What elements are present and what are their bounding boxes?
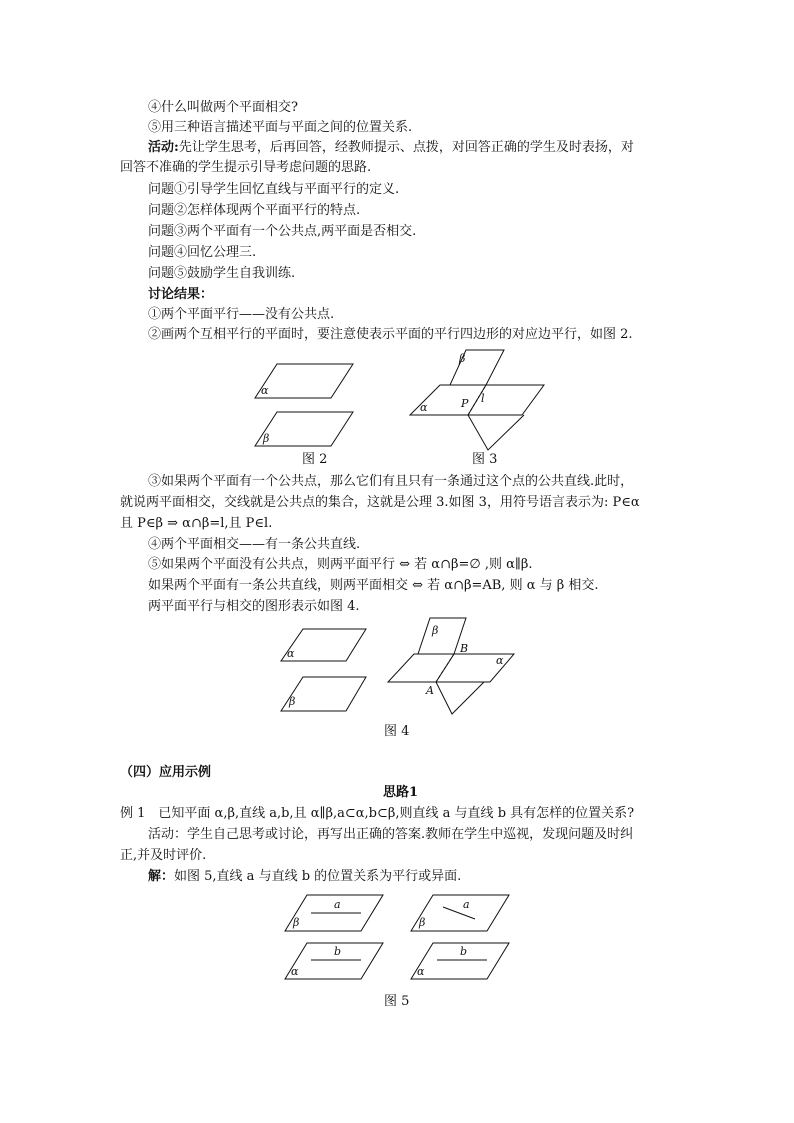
plane-beta-lower [436,682,484,714]
line-l-label: l [481,392,485,405]
plane-beta [255,412,353,446]
alpha-label: α [261,384,269,397]
text-line: ⑤如果两个平面没有公共点，则两平面平行 ⇔ 若 α∩β=∅ ,则 α∥β. [148,557,533,572]
plane-beta-upper [418,618,469,655]
beta-label: β [293,916,300,929]
figure-3-caption: 图 3 [472,452,498,467]
figure-5-parallel [285,893,385,983]
alpha-label: α [496,654,504,667]
example-text: 例 1 已知平面 α,β,直线 a,b,且 α∥β,a⊂α,b⊂β,则直线 a 与直线 b 具有怎样的位置关系? [120,806,635,821]
text-line: 问题④回忆公理三. [148,245,257,260]
plane-alpha [255,364,353,398]
text-line: 问题①引导学生回忆直线与平面平行的定义. [148,182,400,197]
activity-text: 先让学生思考，后再回答，经教师提示、点拨，对回答正确的学生及时表扬，对 [178,140,634,155]
beta-label: β [419,916,426,929]
text-line: 就说两平面相交，交线就是公共点的集合，这就是公理 3.如图 3，用符号语言表示为: P∈α [120,495,640,510]
a-label: a [334,898,341,911]
alpha-label: α [420,401,428,414]
beta-label: β [289,695,296,708]
text-line [148,868,461,886]
figure-5-caption: 图 5 [384,994,410,1009]
figure-4-caption: 图 4 [384,724,410,739]
beta-label: β [432,624,439,637]
text-line: 活动：学生自己思考或讨论，再写出正确的答案.教师在学生中巡视，发现问题及时纠 [148,827,634,842]
text-line: 问题⑤鼓励学生自我训练. [148,266,296,281]
beta-label: β [459,352,466,365]
b-label: b [334,945,342,958]
text-line: ②画两个互相平行的平面时，要注意使表示平面的平行四边形的对应边平行，如图 2. [148,327,633,342]
line-a [443,907,475,919]
beta-label: β [263,432,270,445]
text-line: ①两个平面平行——没有公共点. [148,307,335,322]
text-line: ④两个平面相交——有一条公共直线. [148,537,361,552]
figure-4-intersect [388,618,518,718]
alpha-label: α [287,647,295,660]
idea-heading: 思路1 [383,785,419,800]
point-b-label: B [460,642,469,655]
text-line: 且 P∈β ⇒ α∩β=l,且 P∈l. [120,516,273,531]
text-line: ③如果两个平面有一个公共点，那么它们有且只有一条通过这个点的公共直线.此时， [148,474,634,489]
alpha-label: α [291,965,299,978]
a-label: a [463,898,470,911]
discussion-heading: 讨论结果： [148,287,214,302]
section-heading: （四）应用示例 [120,765,212,780]
solution-label: 解： [148,869,175,884]
figure-3 [410,350,545,452]
point-p-label: P [461,397,469,410]
text-line [148,139,634,157]
point-a-label: A [426,684,434,697]
figure-5-skew [411,893,511,983]
text-line: 问题③两个平面有一个公共点,两平面是否相交. [148,224,417,239]
plane-beta-lower [468,415,524,450]
text-line: 回答不准确的学生提示引导考虑问题的思路. [120,160,372,175]
text-line: 正,并及时评价. [120,848,207,863]
solution-text: 如图 5,直线 a 与直线 b 的位置关系为平行或异面. [174,869,462,884]
text-line: 两平面平行与相交的图形表示如图 4. [148,599,360,614]
text-line: ⑤用三种语言描述平面与平面之间的位置关系. [148,120,413,135]
text-line: 如果两个平面有一条公共直线，则两平面相交 ⇔ 若 α∩β=AB, 则 α 与 β 相交. [148,578,599,593]
text-line: 问题②怎样体现两个平面平行的特点. [148,203,361,218]
alpha-label: α [417,965,425,978]
figure-2-caption: 图 2 [302,452,328,467]
text-line: ④什么叫做两个平面相交? [148,100,298,115]
figure-4-parallel [281,625,367,717]
activity-label: 活动: [148,140,179,155]
b-label: b [460,945,468,958]
figure-2 [255,360,365,450]
